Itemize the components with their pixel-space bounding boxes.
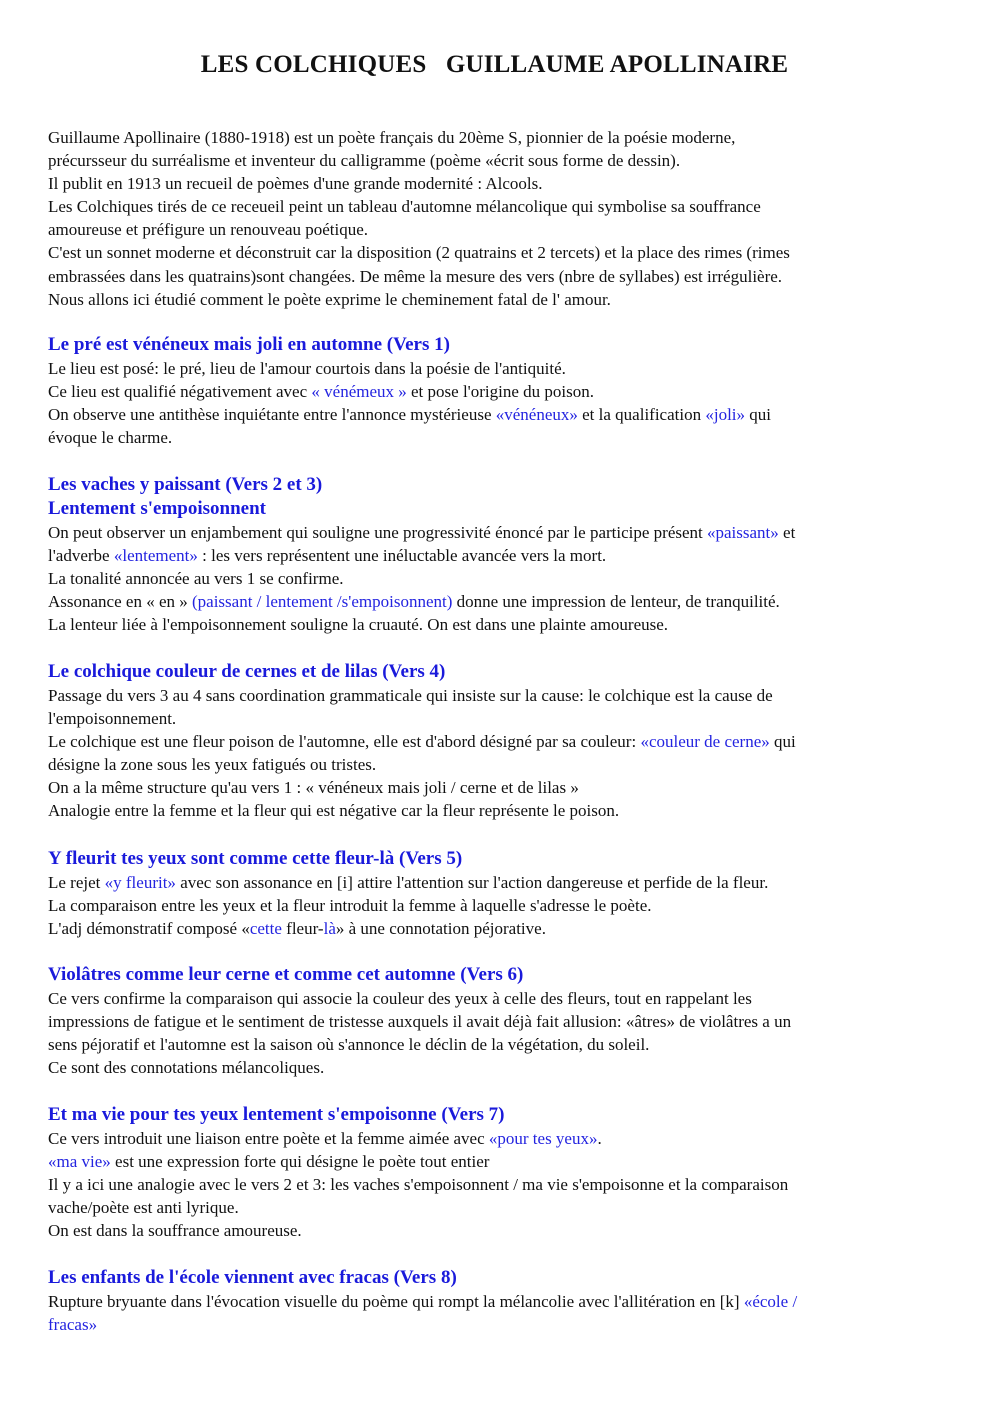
intro-line: C'est un sonnet moderne et déconstruit car la disposition (2 quatrains et 2 tercets) et la place des rimes (rimes	[48, 243, 790, 263]
quote: là	[323, 919, 336, 939]
quote: «couleur de cerne»	[640, 732, 770, 752]
text-line: On est dans la souffrance amoureuse.	[48, 1221, 302, 1241]
quote: «pour tes yeux»	[488, 1129, 598, 1148]
text-line: On peut observer un enjambement qui souligne une progressivité énoncé par le participe présent «paissant» et	[48, 523, 796, 542]
text-line: Passage du vers 3 au 4 sans coordination grammaticale qui insiste sur la cause: le colchique est la cause de	[48, 686, 773, 705]
text-line	[48, 1313, 948, 1336]
quote: «lentement»	[113, 546, 198, 566]
text-line: Le rejet «y fleurit» avec son assonance en [i] attire l'attention sur l'action dangereuse et perfide de la fleur.	[48, 873, 769, 892]
intro-line: Il publit en 1913 un recueil de poèmes d'une grande modernité : Alcools.	[48, 174, 543, 194]
intro-line: Nous allons ici étudié comment le poète exprime le cheminement fatal de l' amour.	[48, 289, 611, 309]
text-line: Ce lieu est qualifié négativement avec « vénémeux » et pose l'origine du poison.	[48, 382, 594, 402]
section-heading: Les enfants de l'école viennent avec fracas (Vers 8)	[48, 1267, 457, 1288]
section-vers-4	[48, 660, 948, 823]
section-vers-8	[48, 1266, 948, 1336]
text-line: l'empoisonnement.	[48, 709, 177, 729]
section-vers-1	[48, 333, 948, 449]
text-line: L'adj démonstratif composé «cette fleur-là» à une connotation péjorative.	[48, 919, 546, 939]
text-line: Assonance en « en » (paissant / lentement /s'empoisonnent) donne une impression de lenteur, de tranquilité.	[48, 592, 780, 612]
text-line: La comparaison entre les yeux et la fleur introduit la femme à laquelle s'adresse le poète.	[48, 896, 652, 916]
text-line: l'adverbe «lentement» : les vers représentent une inéluctable avancée vers la mort.	[48, 546, 607, 566]
quote: (paissant / lentement /s'empoisonnent)	[192, 592, 453, 612]
section-heading: Le pré est vénéneux mais joli en automne (Vers 1)	[48, 334, 450, 355]
quote: «y fleurit»	[104, 873, 176, 892]
section-heading: Les vaches y paissant (Vers 2 et 3)	[48, 474, 323, 495]
text-line: On a la même structure qu'au vers 1 : « vénéneux mais joli / cerne et de lilas »	[48, 778, 579, 798]
intro-line: précursseur du surréalisme et inventeur du calligramme (poème «écrit sous forme de dessin).	[48, 151, 681, 171]
text-line: Rupture bryuante dans l'évocation visuelle du poème qui rompt la mélancolie avec l'allitération en [k] «école /	[48, 1292, 798, 1311]
section-subheading: Lentement s'empoisonnent	[48, 498, 266, 519]
section-vers-5	[48, 847, 948, 940]
quote: fracas»	[48, 1315, 98, 1335]
text-line: Le lieu est posé: le pré, lieu de l'amour courtois dans la poésie de l'antiquité.	[48, 359, 566, 378]
text-line: La lenteur liée à l'empoisonnement souligne la cruauté. On est dans une plainte amoureuse.	[48, 615, 669, 635]
intro-line: Les Colchiques tirés de ce receueil peint un tableau d'automne mélancolique qui symbolise sa souffrance	[48, 197, 761, 217]
quote: cette	[249, 919, 282, 939]
intro-line: embrassées dans les quatrains)sont changées. De même la mesure des vers (nbre de syllabes) est irrégulière.	[48, 266, 783, 286]
text-line: Analogie entre la femme et la fleur qui est négative car la fleur représente le poison.	[48, 801, 620, 821]
text-line: Ce vers introduit une liaison entre poète et la femme aimée avec «pour tes yeux».	[48, 1129, 602, 1148]
section-vers-7	[48, 1103, 948, 1242]
text-line: sens péjoratif et l'automne est la saison où s'annonce le déclin de la végétation, du soleil.	[48, 1035, 650, 1055]
intro-line: Guillaume Apollinaire (1880-1918) est un poète français du 20ème S, pionnier de la poésie moderne,	[48, 128, 736, 147]
text-line: Le colchique est une fleur poison de l'automne, elle est d'abord désigné par sa couleur: «couleur de cerne» qui	[48, 732, 796, 752]
page-title: LES COLCHIQUES GUILLAUME APOLLINAIRE	[200, 51, 789, 78]
text-line: Il y a ici une analogie avec le vers 2 et 3: les vaches s'empoisonnent / ma vie s'empoisonne et la comparaison	[48, 1175, 789, 1195]
quote: «joli»	[705, 405, 746, 425]
text-line: vache/poète est anti lyrique.	[48, 1198, 239, 1218]
quote: «école /	[743, 1292, 798, 1311]
text-line: On observe une antithèse inquiétante entre l'annonce mystérieuse «vénéneux» et la qualification «joli» qui	[48, 405, 771, 425]
section-heading: Y fleurit tes yeux sont comme cette fleur-là (Vers 5)	[48, 848, 463, 869]
quote: «vénéneux»	[495, 405, 578, 425]
section-heading: Violâtres comme leur cerne et comme cet automne (Vers 6)	[48, 964, 524, 985]
text-line: La tonalité annoncée au vers 1 se confirme.	[48, 569, 344, 589]
text-line: «ma vie» est une expression forte qui désigne le poète tout entier	[48, 1152, 490, 1172]
text-line: Ce vers confirme la comparaison qui associe la couleur des yeux à celle des fleurs, tout en rappelant les	[48, 989, 752, 1008]
section-heading: Le colchique couleur de cernes et de lilas (Vers 4)	[48, 661, 446, 682]
text-line: évoque le charme.	[48, 428, 173, 448]
text-line: Ce sont des connotations mélancoliques.	[48, 1058, 325, 1078]
section-vers-2-3	[48, 473, 948, 636]
quote: « vénémeux »	[311, 382, 407, 402]
text-line: impressions de fatigue et le sentiment de tristesse auxquels il avait déjà fait allusion: «âtres» de violâtres a un	[48, 1012, 792, 1032]
text-line: désigne la zone sous les yeux fatigués ou tristes.	[48, 755, 377, 775]
section-heading: Et ma vie pour tes yeux lentement s'empoisonne (Vers 7)	[48, 1104, 505, 1125]
quote: «paissant»	[707, 523, 779, 542]
intro-paragraph	[48, 126, 948, 311]
intro-line: amoureuse et préfigure un renouveau poétique.	[48, 220, 369, 240]
quote: «ma vie»	[48, 1152, 111, 1172]
section-vers-6	[48, 963, 948, 1079]
